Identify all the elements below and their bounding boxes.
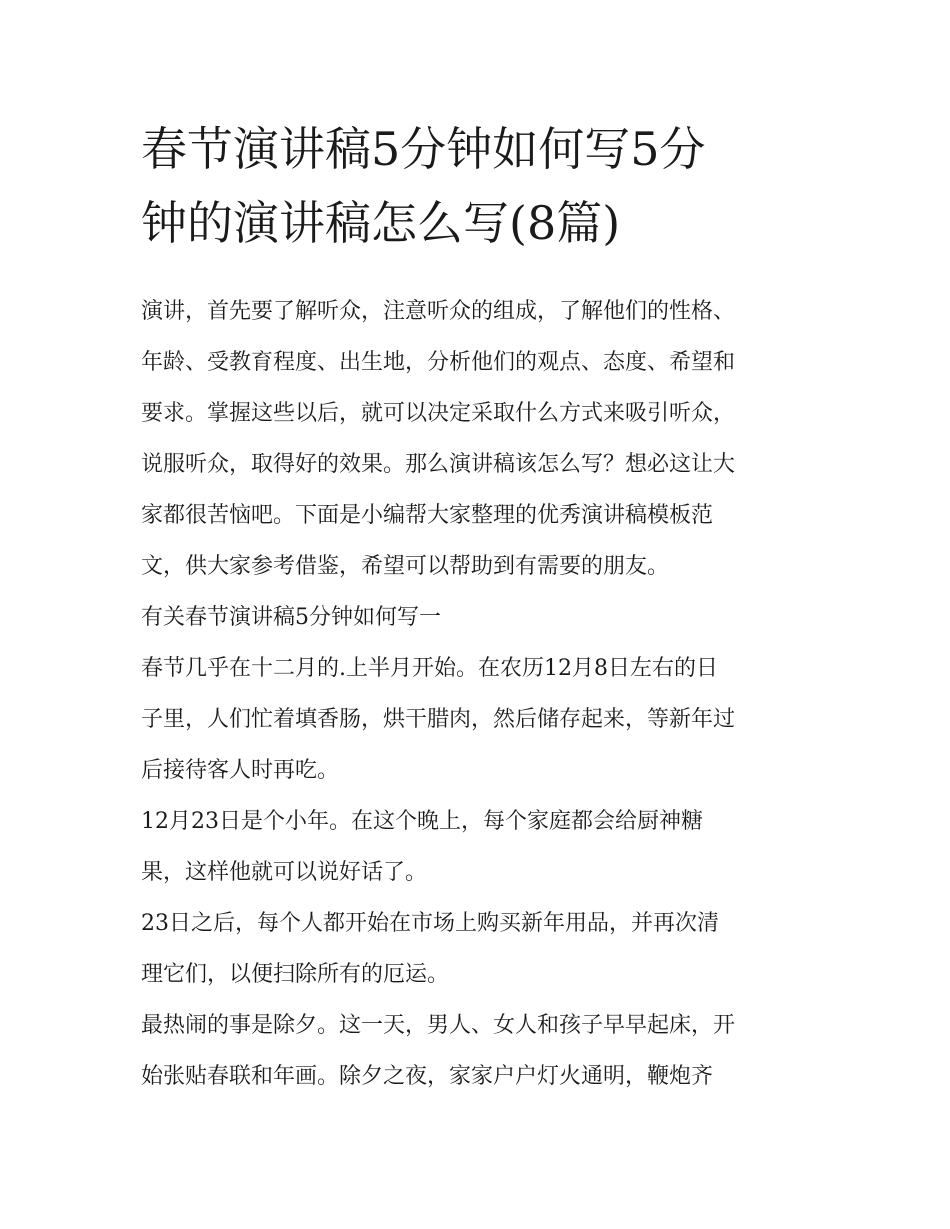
text-line: 12月23日是个小年。在这个晚上，每个家庭都会给厨神糖 — [141, 809, 703, 834]
document-page — [141, 112, 821, 1102]
text-line: 果，这样他就可以说好话了。 — [141, 860, 428, 885]
paragraph-intro — [141, 286, 821, 592]
title-line: 春节演讲稿5分钟如何写5分 — [141, 122, 706, 176]
text-line: 有关春节演讲稿5分钟如何写一 — [141, 605, 441, 630]
text-line: 要求。掌握这些以后，就可以决定采取什么方式来吸引听众， — [141, 401, 736, 426]
text-line: 理它们，以便扫除所有的厄运。 — [141, 962, 450, 987]
text-line: 家都很苦恼吧。下面是小编帮大家整理的优秀演讲稿模板范 — [141, 503, 714, 528]
text-line: 年龄、受教育程度、出生地，分析他们的观点、态度、希望和 — [141, 350, 736, 375]
paragraph — [141, 1000, 821, 1102]
paragraph — [141, 796, 821, 898]
section-heading — [141, 592, 821, 643]
text-line: 说服听众，取得好的效果。那么演讲稿该怎么写？想必这让大 — [141, 452, 736, 477]
paragraph — [141, 643, 821, 796]
text-line: 春节几乎在十二月的.上半月开始。在农历12月8日左右的日 — [141, 656, 718, 681]
title-line: 钟的演讲稿怎么写(8篇) — [141, 196, 621, 250]
text-line: 演讲，首先要了解听众，注意听众的组成，了解他们的性格、 — [141, 299, 736, 324]
document-title — [141, 112, 821, 260]
text-line: 23日之后，每个人都开始在市场上购买新年用品，并再次清 — [141, 911, 719, 936]
text-line: 后接待客人时再吃。 — [141, 758, 340, 783]
text-line: 文，供大家参考借鉴，希望可以帮助到有需要的朋友。 — [141, 554, 670, 579]
text-line: 子里，人们忙着填香肠，烘干腊肉，然后储存起来，等新年过 — [141, 707, 736, 732]
paragraph — [141, 898, 821, 1000]
document-body — [141, 286, 821, 1102]
text-line: 最热闹的事是除夕。这一天，男人、女人和孩子早早起床，开 — [141, 1013, 736, 1038]
text-line: 始张贴春联和年画。除夕之夜，家家户户灯火通明，鞭炮齐 — [141, 1064, 714, 1089]
